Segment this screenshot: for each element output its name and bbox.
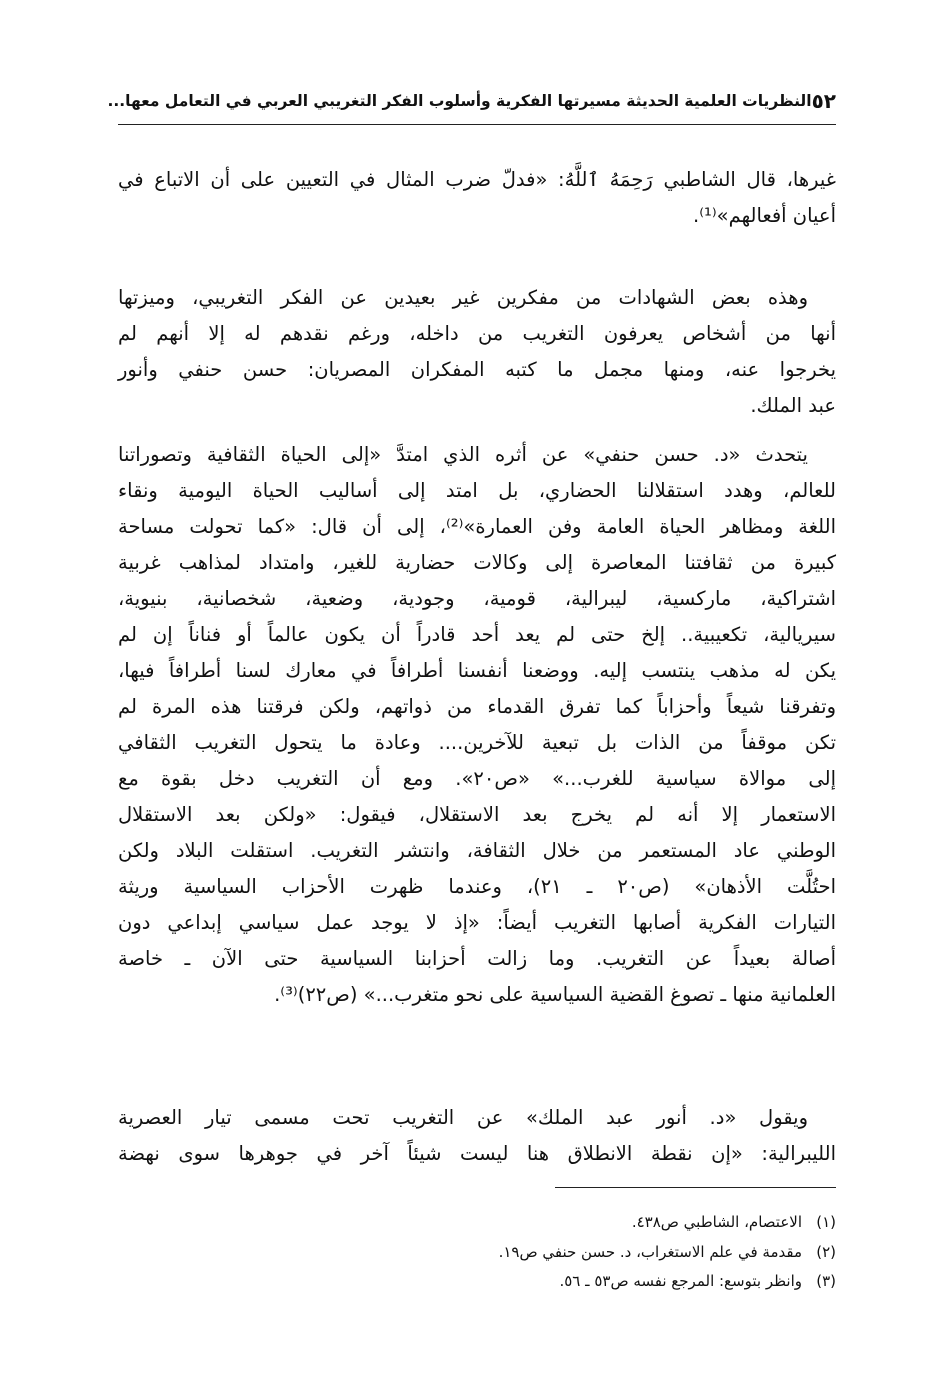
footnote-number: (١)	[816, 1213, 836, 1231]
footnote	[632, 1209, 836, 1235]
footnote-text: الاعتصام، الشاطبي ص٤٣٨.	[631, 1213, 802, 1231]
footnote	[559, 1268, 836, 1294]
page-number: ٥٢	[811, 89, 836, 113]
footnote	[499, 1239, 836, 1265]
paragraph-3-line: وتفرقنا شيعاً وأحزاباً كما تفرق القدماء من ذواتهم، ولكن فرقتنا هذه المرة لم	[118, 695, 836, 718]
paragraph-3-line: أصالة بعيداً عن التغريب. وما زالت أحزابنا السياسية حتى الآن ـ خاصة	[118, 947, 836, 970]
paragraph-2-line: وهذه بعض الشهادات من مفكرين غير بعيدين عن الفكر التغريبي، وميزتها	[118, 286, 808, 309]
footnote-separator	[555, 1187, 836, 1188]
paragraph-2-line: يخرجوا عنه، ومنها مجمل ما كتبه المفكران المصريان: حسن حنفي وأنور	[118, 358, 836, 381]
paragraph-3-line: التيارات الفكرية أصابها التغريب أيضاً: «إذ لا يوجد عمل سياسي إبداعي دون	[118, 911, 836, 934]
paragraph-3-line: للعالم، وهدد استقلالنا الحضاري، بل امتد إلى أساليب الحياة اليومية ونقاء	[118, 479, 836, 502]
running-title: النظريات العلمية الحديثة مسيرتها الفكرية وأسلوب الفكر التغريبي العربي في التعامل معها...	[107, 92, 812, 110]
paragraph-3-line: كبيرة من ثقافتنا المعاصرة إلى وكالات حضارية للغير، وامتداد لمذاهب غربية	[118, 551, 836, 574]
paragraph-2-line: أنها من أشخاص يعرفون التغريب من داخله، ورغم نقدهم له إلا أنهم لم	[118, 322, 836, 345]
paragraph-3-line: إلى موالاة سياسية للغرب...» «ص٢٠». ومع أن التغريب دخل بقوة مع	[118, 767, 836, 790]
footnote-number: (٢)	[816, 1243, 836, 1261]
paragraph-3-line: اشتراكية، ماركسية، ليبرالية، قومية، وجودية، وضعية، شخصانية، بنيوية،	[118, 587, 836, 610]
running-header	[107, 86, 836, 116]
paragraph-3-line: يكن له مذهب ينتسب إليه. ووضعنا أنفسنا أطرافاً في معارك لسنا أطرافاً فيها،	[118, 659, 836, 682]
paragraph-3-line: تكن موقفاً من الذات بل تبعية للآخرين.... وعادة ما يتحول التغريب الثقافي	[118, 731, 836, 754]
paragraph-3-line: اللغة ومظاهر الحياة العامة وفن العمارة»⁽²⁾، إلى أن قال: «كما تحولت مساحة	[118, 515, 836, 538]
paragraph-1-line: غيرها، قال الشاطبي رَحِمَهُ ٱللَّهُ: «فدلّ ضرب المثال في التعيين على أن الاتباع في	[118, 168, 836, 191]
paragraph-4-line: ويقول «د. أنور عبد الملك» عن التغريب تحت مسمى تيار العصرية	[118, 1106, 808, 1129]
paragraph-3-line: يتحدث «د. حسن حنفي» عن أثره الذي امتدَّ «إلى الحياة الثقافية وتصوراتنا	[118, 443, 808, 466]
paragraph-3-line: احتُلَّت الأذهان» (ص٢٠ ـ ٢١)، وعندما ظهرت الأحزاب السياسية وريثة	[118, 875, 836, 898]
paragraph-3-line: العلمانية منها ـ تصوغ القضية السياسية على نحو متغرب...» (ص٢٢)⁽³⁾.	[274, 983, 836, 1006]
paragraph-2-line: عبد الملك.	[750, 394, 836, 417]
footnote-text: وانظر بتوسع: المرجع نفسه ص٥٣ ـ ٥٦.	[559, 1272, 802, 1290]
header-rule	[118, 124, 836, 125]
footnote-number: (٣)	[816, 1272, 836, 1290]
paragraph-1-line: أعيان أفعالهم»⁽¹⁾.	[693, 204, 836, 227]
paragraph-3-line: سيريالية، تكعيبية.. إلخ حتى لم يعد أحد قادراً أن يكون عالماً أو فناناً إن لم	[118, 623, 836, 646]
paragraph-3-line: الاستعمار إلا أنه لم يخرج بعد الاستقلال، فيقول: «ولكن بعد الاستقلال	[118, 803, 836, 826]
paragraph-4-line: الليبرالية: «إن نقطة الانطلاق هنا ليست شيئاً آخر في جوهرها سوى نهضة	[118, 1142, 836, 1165]
footnote-text: مقدمة في علم الاستغراب، د. حسن حنفي ص١٩.	[498, 1243, 802, 1261]
paragraph-3-line: الوطني عاد المستعمر من خلال الثقافة، وانتشر التغريب. استقلت البلاد ولكن	[118, 839, 836, 862]
